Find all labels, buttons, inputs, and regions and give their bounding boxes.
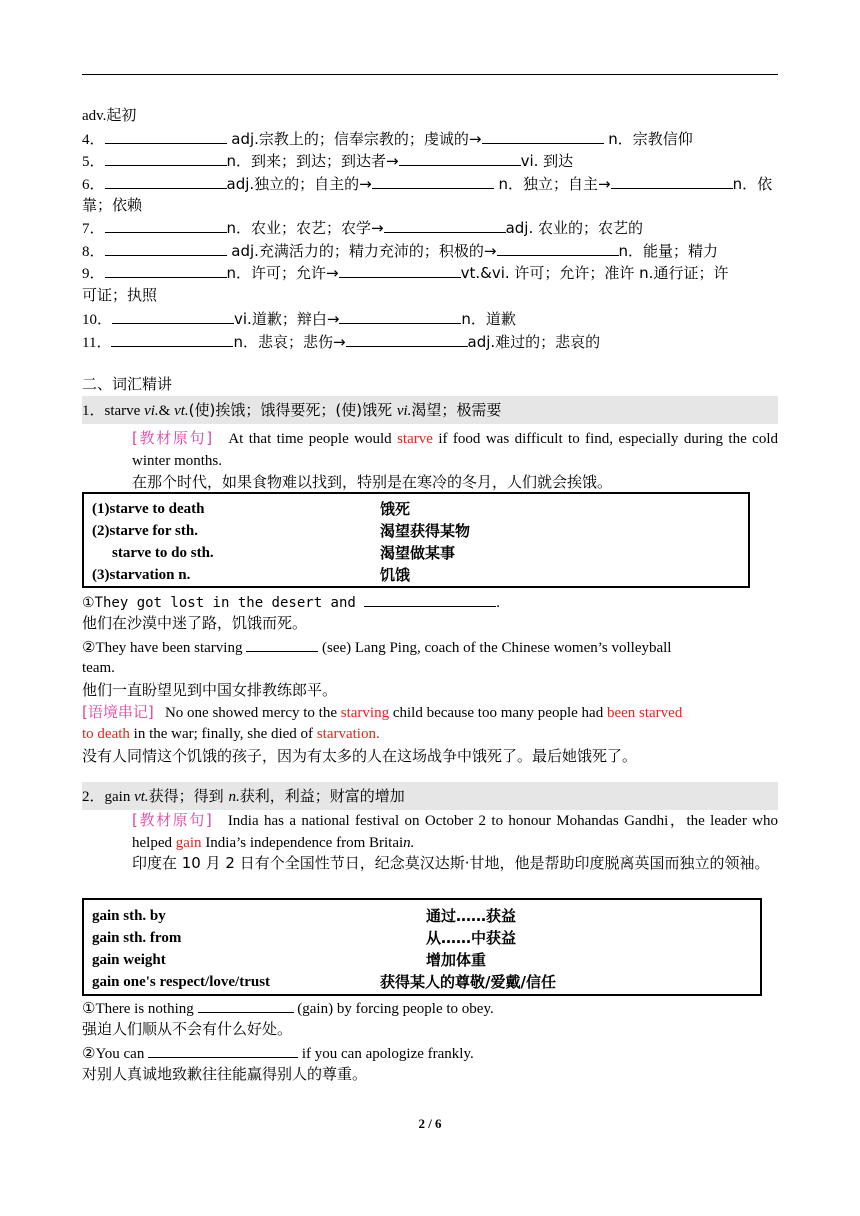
- item-number: 6．: [82, 177, 105, 193]
- context-tag: [语境串记]: [82, 703, 154, 721]
- context-sentence-cont: [82, 723, 380, 745]
- exercise-2-translation: 他们一直盼望见到中国女排教练郎平。: [82, 681, 338, 699]
- answer-blank[interactable]: [111, 330, 233, 347]
- exercise-text: ①They got lost in the desert and: [82, 595, 365, 611]
- exercise-2: [82, 1041, 474, 1065]
- usage-phrase: (2)starve for sth.: [92, 523, 198, 539]
- vocab-text: n．道歉: [461, 310, 516, 328]
- vocab-text: n．依: [732, 175, 773, 193]
- sentence-text: At that time people would: [228, 431, 398, 447]
- vocab-text: adv.起初: [82, 108, 137, 124]
- sentence-text: No one showed mercy to the: [164, 705, 341, 721]
- item-heading-gain: [82, 782, 778, 810]
- exercise-1-translation: 他们在沙漠中迷了路，饥饿而死。: [82, 614, 308, 632]
- exercise-2: [82, 635, 671, 659]
- part-of-speech: vt.: [134, 789, 149, 805]
- answer-blank[interactable]: [497, 239, 619, 256]
- usage-phrase: gain one's respect/love/trust: [92, 974, 271, 990]
- definition: 获得；得到: [148, 787, 229, 805]
- answer-blank[interactable]: [339, 307, 461, 324]
- item-number: 7．: [82, 221, 105, 237]
- vocab-text: vi.道歉；辩白→: [234, 310, 340, 328]
- usage-meaning: 渴望获得某物: [380, 522, 471, 540]
- vocab-text: n．宗教信仰: [603, 130, 693, 148]
- vocab-line-7: [82, 216, 643, 240]
- part-of-speech: vt.: [174, 403, 189, 419]
- usage-meaning: 渴望做某事: [380, 544, 456, 562]
- definition: (使)挨饿；饿得要死；(使)饿死: [188, 401, 397, 419]
- usage-phrase: gain weight: [92, 952, 166, 968]
- part-of-speech: vi.: [144, 403, 159, 419]
- usage-phrase: (3)starvation n.: [92, 567, 191, 583]
- textbook-tag: [教材原句]: [132, 429, 213, 447]
- vocab-line-9: [82, 261, 728, 285]
- exercise-text: ②They have been starving: [82, 640, 247, 656]
- vocab-line-8: [82, 239, 718, 263]
- usage-meaning: 饿死: [380, 500, 411, 518]
- exercise-text: .: [496, 595, 501, 611]
- textbook-sentence: [132, 809, 778, 854]
- vocab-text: adj. 农业的；农艺的: [505, 219, 644, 237]
- item-heading-starve: [82, 396, 778, 424]
- definition: 获利，利益；财富的增加: [239, 787, 405, 805]
- usage-meaning: 从……中获益: [426, 929, 517, 947]
- answer-blank[interactable]: [364, 590, 496, 607]
- answer-blank[interactable]: [339, 261, 461, 278]
- vocab-line-11: [82, 330, 600, 354]
- exercise-1: [82, 996, 494, 1020]
- vocab-text: n．独立；自主→: [493, 175, 611, 193]
- item-number: 9．: [82, 266, 105, 282]
- answer-blank[interactable]: [399, 149, 521, 166]
- usage-box: [82, 898, 762, 996]
- usage-meaning: 饥饿: [380, 566, 411, 584]
- definition: 渴望；极需要: [411, 401, 502, 419]
- part-of-speech: vi.: [396, 403, 412, 419]
- sentence-translation: 在那个时代，如果食物难以找到，特别是在寒冷的冬月，人们就会挨饿。: [132, 473, 613, 491]
- sentence-translation: 印度在 10 月 2 日有个全国性节日，纪念莫汉达斯·甘地，他是帮助印度脱离英国而独立的领袖。: [132, 854, 770, 872]
- item-number: 8．: [82, 244, 105, 260]
- usage-meaning: 通过……获益: [426, 907, 517, 925]
- sentence-text: in the war; finally, she died of: [129, 726, 317, 742]
- usage-phrase: gain sth. from: [92, 930, 182, 946]
- vocab-line-6: [82, 172, 772, 196]
- section-title: 二、词汇精讲: [82, 375, 173, 393]
- context-sentence: [82, 701, 682, 724]
- vocab-text: adj.难过的；悲哀的: [467, 333, 601, 351]
- usage-phrase: gain sth. by: [92, 908, 166, 924]
- vocab-line-6-cont: 靠；依赖: [82, 196, 143, 214]
- sentence-text: n.: [403, 835, 415, 851]
- answer-blank[interactable]: [105, 216, 227, 233]
- heading-word: 1．starve: [82, 403, 145, 419]
- vocab-line-10: [82, 307, 516, 331]
- highlight-word: starvation.: [316, 726, 380, 742]
- vocab-line-9-cont: 可证；执照: [82, 286, 158, 304]
- answer-blank[interactable]: [482, 127, 604, 144]
- usage-phrase: starve to do sth.: [112, 545, 214, 561]
- exercise-text: (gain) by forcing people to obey.: [293, 1001, 494, 1017]
- sentence-text: India’s independence from Britai: [201, 835, 404, 851]
- answer-blank[interactable]: [105, 149, 227, 166]
- vocab-text: n．能量；精力: [618, 242, 719, 260]
- answer-blank[interactable]: [105, 172, 227, 189]
- highlight-word: gain: [175, 835, 202, 851]
- vocab-text: adj.宗教上的；信奉宗教的；虔诚的→: [226, 130, 482, 148]
- vocab-line-4: [82, 127, 693, 151]
- exercise-1-translation: 强迫人们顺从不会有什么好处。: [82, 1020, 293, 1038]
- answer-blank[interactable]: [105, 239, 227, 256]
- sentence-text: India has a national festival on October 2 to honour Mohandas Gandhi，the leader who helped: [132, 813, 778, 851]
- vocab-text: vt.&vi. 许可；允许；准许 n.通行证；许: [460, 264, 729, 282]
- answer-blank[interactable]: [611, 172, 733, 189]
- textbook-tag: [教材原句]: [132, 811, 212, 829]
- item-number: 5．: [82, 154, 105, 170]
- exercise-text: if you can apologize frankly.: [298, 1046, 474, 1062]
- header-rule: [82, 74, 778, 75]
- vocab-line-0: [82, 105, 136, 127]
- vocab-text: adj.充满活力的；精力充沛的；积极的→: [226, 242, 497, 260]
- answer-blank[interactable]: [372, 172, 494, 189]
- answer-blank[interactable]: [384, 216, 506, 233]
- heading-word: 2．gain: [82, 789, 135, 805]
- heading-text: &: [158, 403, 175, 419]
- vocab-text: n．农业；农艺；农学→: [226, 219, 384, 237]
- page-number: 2 / 6: [418, 1116, 442, 1131]
- answer-blank[interactable]: [148, 1041, 298, 1058]
- vocab-text: n．许可；允许→: [226, 264, 339, 282]
- exercise-text: (see) Lang Ping, coach of the Chinese women’s volleyball: [318, 640, 672, 656]
- answer-blank[interactable]: [246, 635, 318, 652]
- vocab-text: n．悲哀；悲伤→: [233, 333, 346, 351]
- item-number: 10．: [82, 312, 113, 328]
- textbook-sentence: [132, 427, 778, 472]
- context-translation: 没有人同情这个饥饿的孩子，因为有太多的人在这场战争中饿死了。最后她饿死了。: [82, 747, 638, 765]
- highlight-word: starve: [397, 431, 433, 447]
- answer-blank[interactable]: [112, 307, 234, 324]
- usage-meaning: 获得某人的尊敬/爱戴/信任: [380, 973, 556, 991]
- usage-meaning: 增加体重: [426, 951, 487, 969]
- highlight-word: starving: [340, 705, 390, 721]
- exercise-text: ①There is nothing: [82, 1001, 198, 1017]
- answer-blank[interactable]: [105, 261, 227, 278]
- part-of-speech: n.: [228, 789, 240, 805]
- exercise-1: [82, 590, 500, 614]
- highlight-word: been starved: [606, 705, 683, 721]
- vocab-text: adj.独立的；自主的→: [226, 175, 372, 193]
- vocab-text: n．到来；到达；到达者→: [226, 152, 399, 170]
- exercise-text: ②You can: [82, 1046, 149, 1062]
- vocab-text: vi. 到达: [520, 152, 574, 170]
- answer-blank[interactable]: [198, 996, 294, 1013]
- exercise-2-cont: team.: [82, 660, 115, 676]
- answer-blank[interactable]: [105, 127, 227, 144]
- highlight-word: to death: [82, 726, 130, 742]
- sentence-text: if food was difficult to find, especially during the cold winter months.: [132, 431, 779, 469]
- sentence-text: child because too many people had: [389, 705, 607, 721]
- usage-box: [82, 492, 750, 588]
- item-number: 4．: [82, 132, 105, 148]
- exercise-2-translation: 对别人真诚地致歉往往能赢得别人的尊重。: [82, 1065, 368, 1083]
- answer-blank[interactable]: [346, 330, 468, 347]
- item-number: 11．: [82, 335, 112, 351]
- usage-phrase: (1)starve to death: [92, 501, 205, 517]
- vocab-line-5: [82, 149, 573, 173]
